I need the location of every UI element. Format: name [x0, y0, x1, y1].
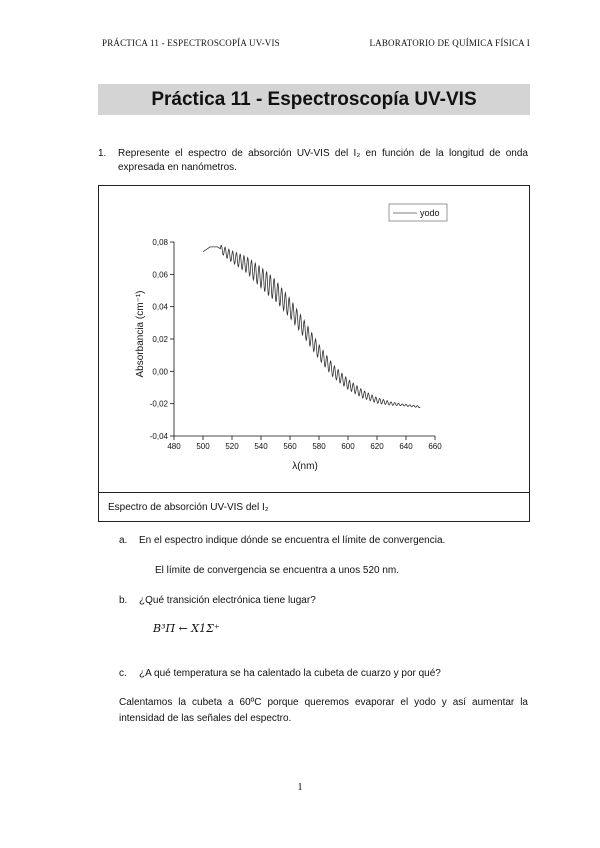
x-tick-label: 560	[283, 442, 297, 451]
transition-formula: B³Π ← X1Σ⁺	[153, 622, 220, 635]
sub-c-question: ¿A qué temperatura se ha calentado la cubeta de cuarzo y por qué?	[139, 668, 441, 679]
series-line-yodo	[203, 245, 420, 407]
legend-label: yodo	[420, 208, 440, 218]
y-tick-label: 0,04	[152, 302, 168, 312]
sub-b-label: b.	[119, 595, 128, 606]
x-tick-label: 520	[225, 442, 239, 451]
figure-caption: Espectro de absorción UV-VIS del I₂	[108, 502, 269, 513]
x-tick-label: 480	[167, 442, 181, 451]
y-tick-label: -0,04	[149, 432, 168, 441]
y-tick-label: 0,02	[152, 335, 168, 344]
question-1	[98, 147, 528, 175]
page-header-right: LABORATORIO DE QUÍMICA FÍSICA I	[369, 38, 530, 48]
x-tick-label: 500	[196, 442, 210, 451]
title-banner	[98, 84, 530, 115]
y-tick-label: 0,08	[152, 238, 168, 247]
x-tick-label: 620	[370, 442, 384, 451]
sub-c-label: c.	[119, 668, 127, 679]
y-tick-label: 0,06	[152, 270, 168, 280]
x-tick-label: 580	[312, 442, 326, 451]
x-tick-label: 660	[428, 442, 442, 451]
page-number: 1	[297, 781, 303, 793]
absorption-spectrum-chart	[99, 186, 529, 492]
page-title: Práctica 11 - Espectroscopía UV-VIS	[151, 88, 477, 110]
x-axis-label: λ(nm)	[292, 461, 318, 472]
figure-caption-row	[99, 492, 529, 522]
y-tick-label: 0,00	[152, 367, 168, 377]
figure-box	[98, 185, 530, 522]
page-header-left: PRÁCTICA 11 - ESPECTROSCOPÍA UV-VIS	[102, 38, 280, 48]
question-1-text: Represente el espectro de absorción UV-VIS del I₂ en función de la longitud de onda expresada en nanómetros.	[118, 148, 528, 173]
x-tick-label: 540	[254, 442, 268, 451]
question-1-number: 1.	[98, 148, 107, 159]
sub-c-answer: Calentamos la cubeta a 60ºC porque queremos evaporar el yodo y así aumentar la intensidad de las señales del espectro.	[119, 697, 528, 724]
x-tick-label: 600	[341, 442, 355, 451]
sub-a-answer: El límite de convergencia se encuentra a unos 520 nm.	[155, 565, 400, 576]
chart-axes	[174, 242, 435, 436]
x-tick-label: 640	[399, 442, 413, 451]
sub-a-question: En el espectro indique dónde se encuentra el límite de convergencia.	[139, 535, 446, 546]
y-axis-label: Absorbancia (cm⁻¹)	[135, 290, 146, 378]
sub-a-label: a.	[119, 535, 128, 546]
sub-b-question: ¿Qué transición electrónica tiene lugar?	[139, 595, 316, 606]
y-tick-label: -0,02	[149, 399, 168, 409]
legend	[389, 204, 447, 221]
